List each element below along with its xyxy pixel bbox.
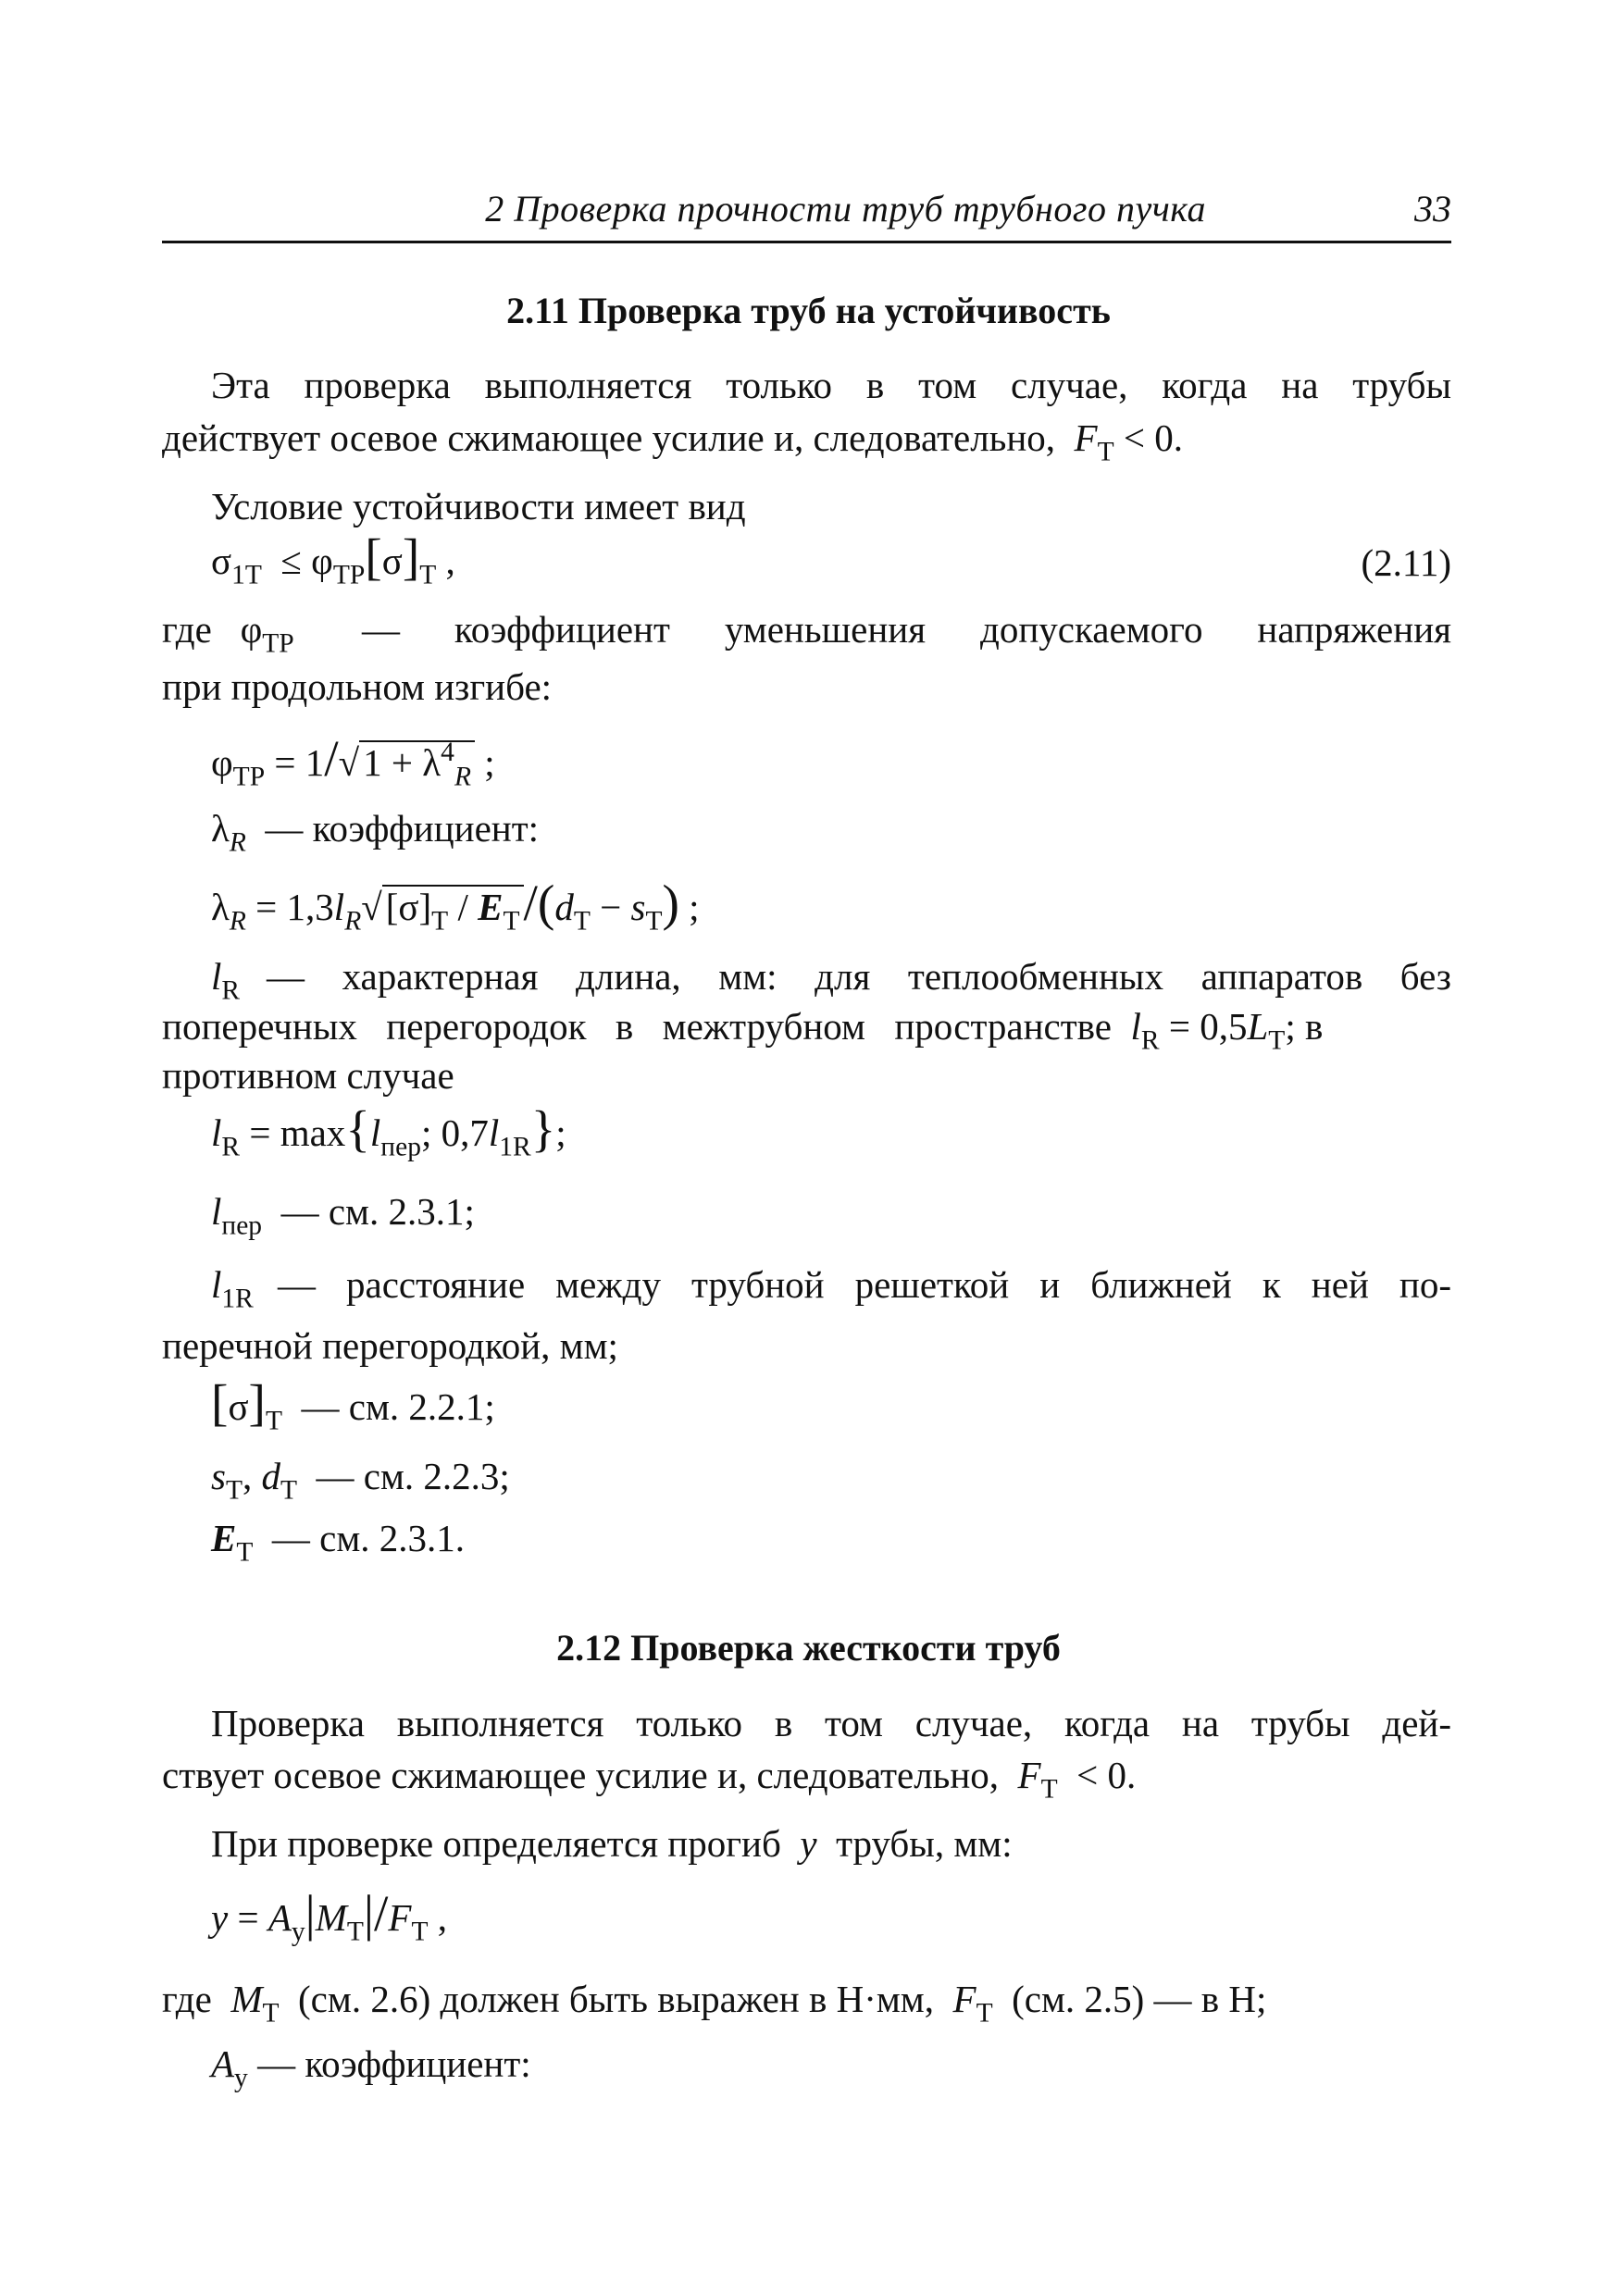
formula-deflection: $y = A_y|M_T|/F_T$ ,: [211, 1885, 447, 1947]
paragraph-line: $E_T$ — см. 2.3.1.: [211, 1517, 466, 1568]
paragraph-line: $l_{пер}$ — см. 2.3.1;: [211, 1190, 475, 1241]
paragraph-line: Эта проверка выполняется только в том случае, когда на трубы: [211, 364, 1451, 406]
paragraph-line: поперечных перегородок в межтрубном пространстве $l_R = 0,5L_T$; в: [162, 1005, 1324, 1056]
paragraph-line: где $\varphi_{TP}$ — коэффициент уменьшения допускаемого напряжения: [162, 608, 1451, 659]
equation-number: (2.11): [1361, 541, 1451, 584]
paragraph-line: $A_y$ — коэффициент:: [211, 2042, 531, 2093]
running-header: [162, 183, 1451, 243]
paragraph-line: ствует осевое сжимающее усилие и, следовательно, $F_T < 0$.: [162, 1754, 1137, 1805]
running-title: 2 Проверка прочности труб трубного пучка: [485, 188, 1206, 230]
formula-lambda: $\lambda_R = 1,3l_R√[\sigma]_T / E_T/(d_T - s_T)$ ;: [211, 875, 700, 937]
formula-phi: $\varphi_{TP} = 1/√1 + \lambda^4_R$ ;: [211, 730, 495, 792]
paragraph-line: $l_R$ — характерная длина, мм: для теплообменных аппаратов без: [211, 955, 1451, 1006]
paragraph-line: $\lambda_R$ — коэффициент:: [211, 807, 540, 858]
paragraph-line: Условие устойчивости имеет вид: [211, 485, 746, 527]
formula-2-11: $\sigma_{1T} \le \varphi_{TP}[\sigma]_T$ ,: [211, 528, 455, 590]
paragraph-line: Проверка выполняется только в том случае, когда на трубы дей-: [211, 1702, 1451, 1744]
paragraph-line: действует осевое сжимающее усилие и, следовательно, $F_T < 0$.: [162, 416, 1183, 467]
paragraph-line: перечной перегородкой, мм;: [162, 1324, 618, 1367]
paragraph-line: где $M_T$ (см. 2.6) должен быть выражен в Н·мм, $F_T$ (см. 2.5) — в Н;: [162, 1978, 1267, 2029]
paragraph-line: При проверке определяется прогиб y трубы, мм:: [211, 1822, 1013, 1865]
paragraph-line: $[\sigma]_T$ — см. 2.2.1;: [211, 1374, 495, 1436]
page-number: 33: [1414, 188, 1451, 230]
paragraph-line: противном случае: [162, 1054, 454, 1097]
paragraph-line: $s_T$, $d_T$ — см. 2.2.3;: [211, 1455, 510, 1506]
formula-lr: $l_R = \max\{l_{пер}$; $0,7l_{1R}$};: [211, 1100, 566, 1162]
paragraph-line: $l_{1R}$ — расстояние между трубной решеткой и ближней к ней по-: [211, 1263, 1451, 1314]
section-heading-2-11: 2.11 Проверка труб на устойчивость: [506, 290, 1111, 331]
paragraph-line: при продольном изгибе:: [162, 665, 553, 708]
section-heading-2-12: 2.12 Проверка жесткости труб: [556, 1627, 1061, 1669]
